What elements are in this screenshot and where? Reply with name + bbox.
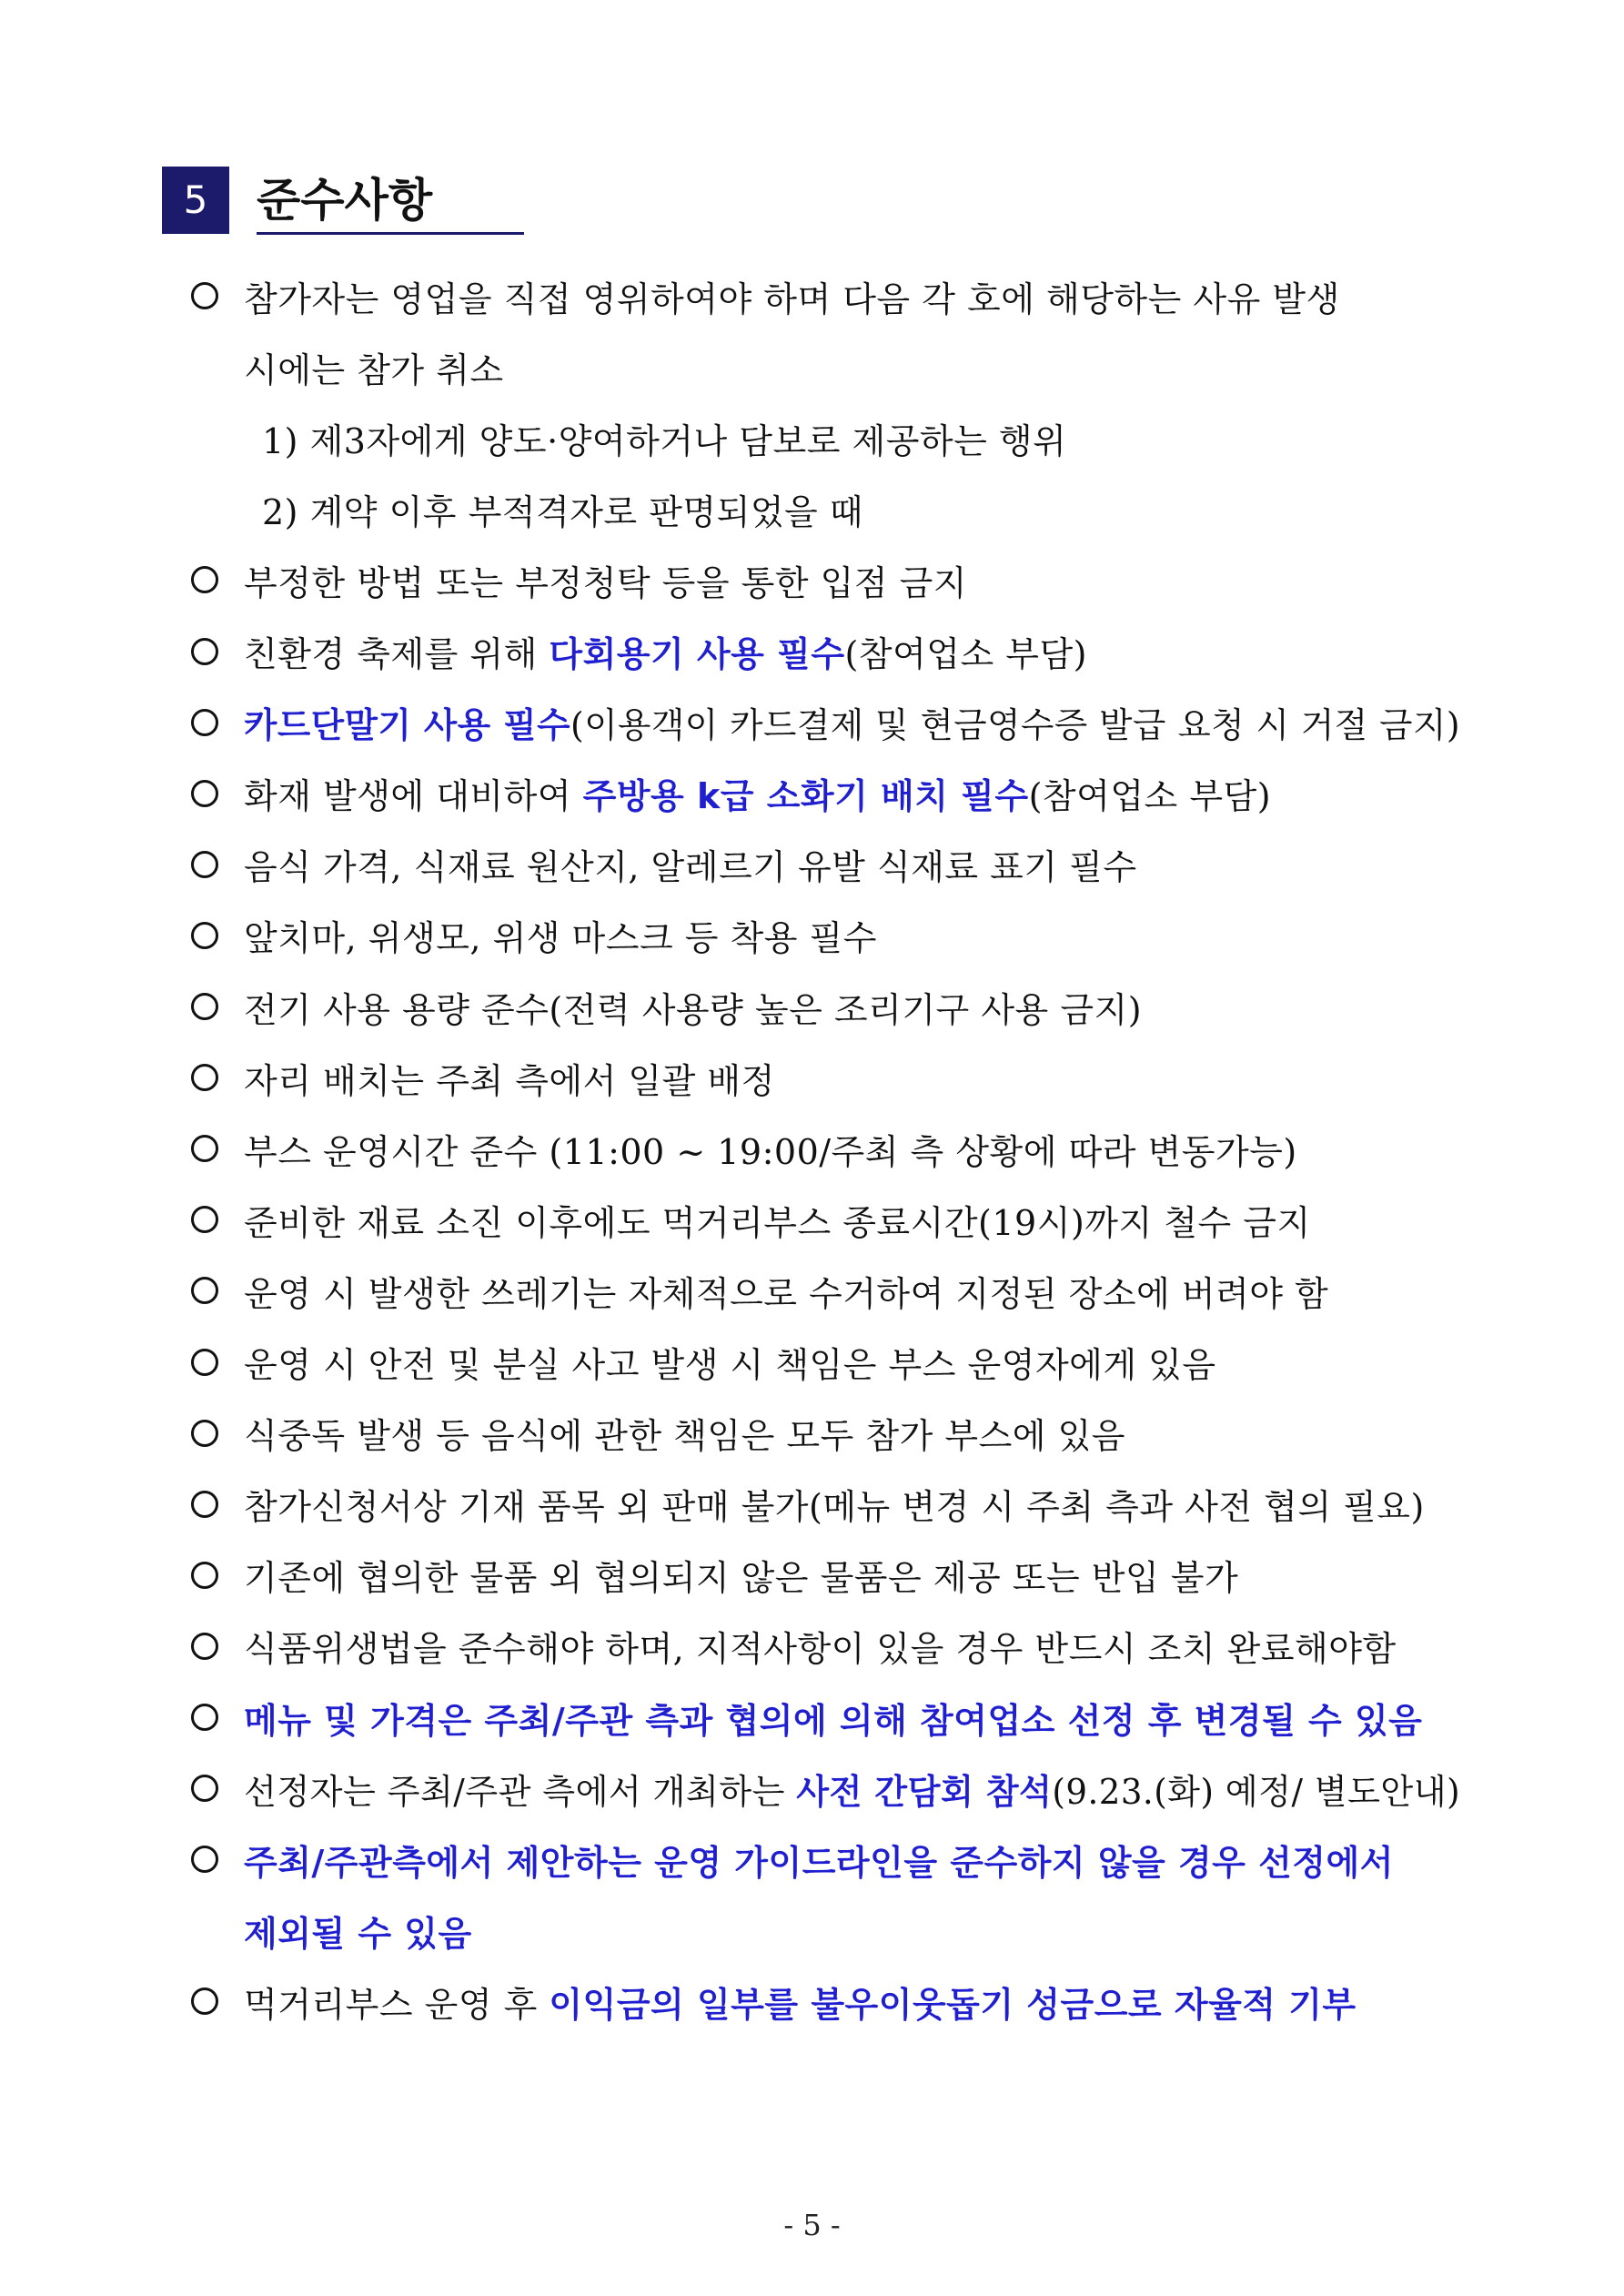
circle-bullet-icon xyxy=(191,566,218,593)
text-segment: (9.23.(화) 예정/ 별도안내) xyxy=(1052,1771,1461,1812)
list-item-text xyxy=(244,1693,1422,1743)
circle-bullet-icon xyxy=(191,780,218,807)
text-segment: 앞치마, 위생모, 위생 마스크 등 착용 필수 xyxy=(244,918,877,959)
text-segment: 운영 시 발생한 쓰레기는 자체적으로 수거하여 지정된 장소에 버려야 함 xyxy=(244,1273,1329,1314)
list-item-text xyxy=(244,910,877,960)
text-segment: (참여업소 부담) xyxy=(844,634,1088,674)
list-item-text xyxy=(244,1266,1328,1316)
circle-bullet-icon xyxy=(191,1349,218,1376)
text-segment: 참가자는 영업을 직접 영위하여야 하며 다음 각 호에 해당하는 사유 발생 xyxy=(244,278,1340,319)
circle-bullet-icon xyxy=(191,1562,218,1589)
circle-bullet-icon xyxy=(191,1704,218,1731)
list-item-text xyxy=(244,768,1271,818)
text-segment: 친환경 축제를 위해 xyxy=(244,634,550,674)
text-segment: 화재 발생에 대비하여 xyxy=(244,776,583,817)
list-item-text xyxy=(244,697,1460,747)
text-segment: 식품위생법을 준수해야 하며, 지적사항이 있을 경우 반드시 조치 완료해야함 xyxy=(244,1629,1397,1670)
list-item-text xyxy=(244,342,504,392)
text-segment: 참가신청서상 기재 품목 외 판매 불가(메뉴 변경 시 주최 측과 사전 협의 필요) xyxy=(244,1487,1425,1528)
circle-bullet-icon xyxy=(191,1135,218,1162)
highlighted-text: 다회용기 사용 필수 xyxy=(549,634,845,674)
text-segment: (참여업소 부담) xyxy=(1028,776,1272,817)
page-number: - 5 - xyxy=(783,2208,841,2242)
list-item-text xyxy=(262,413,1066,463)
text-segment: 운영 시 안전 및 분실 사고 발생 시 책임은 부스 운영자에게 있음 xyxy=(244,1345,1216,1385)
list-item-text xyxy=(244,555,967,605)
text-segment: 준비한 재료 소진 이후에도 먹거리부스 종료시간(19시)까지 철수 금지 xyxy=(244,1202,1311,1243)
list-item-text xyxy=(244,1337,1216,1387)
circle-bullet-icon xyxy=(191,1988,218,2015)
circle-bullet-icon xyxy=(191,1775,218,1802)
list-item-text xyxy=(244,626,1087,676)
list-item-text xyxy=(244,1124,1297,1174)
list-item-text xyxy=(244,1053,775,1103)
title-underline xyxy=(257,232,524,235)
text-segment: 자리 배치는 주최 측에서 일괄 배정 xyxy=(244,1060,775,1101)
text-segment: 식중독 발생 등 음식에 관한 책임은 모두 참가 부스에 있음 xyxy=(244,1416,1125,1457)
text-segment: 음식 가격, 식재료 원산지, 알레르기 유발 식재료 표기 필수 xyxy=(244,847,1137,888)
circle-bullet-icon xyxy=(191,638,218,665)
list-item-text xyxy=(244,1479,1425,1529)
highlighted-text: 주최/주관측에서 제안하는 운영 가이드라인을 준수하지 않을 경우 선정에서 xyxy=(244,1842,1394,1883)
section-number-badge: 5 xyxy=(162,167,229,234)
highlighted-text: 제외될 수 있음 xyxy=(244,1913,472,1954)
list-item-text xyxy=(244,1195,1311,1245)
text-segment: 2) 계약 이후 부적격자로 판명되었을 때 xyxy=(262,491,864,532)
circle-bullet-icon xyxy=(191,1846,218,1873)
circle-bullet-icon xyxy=(191,922,218,949)
circle-bullet-icon xyxy=(191,1277,218,1304)
list-item-text xyxy=(244,1835,1394,1885)
list-item-text xyxy=(244,1977,1357,2027)
circle-bullet-icon xyxy=(191,709,218,736)
highlighted-text: 카드단말기 사용 필수 xyxy=(244,705,571,746)
highlighted-text: 메뉴 및 가격은 주최/주관 측과 협의에 의해 참여업소 선정 후 변경될 수 있음 xyxy=(244,1700,1423,1741)
list-item-text xyxy=(262,484,863,534)
list-item-text xyxy=(244,1764,1460,1814)
list-item-text xyxy=(244,1408,1125,1458)
text-segment: 기존에 협의한 물품 외 협의되지 않은 물품은 제공 또는 반입 불가 xyxy=(244,1558,1239,1599)
circle-bullet-icon xyxy=(191,1420,218,1447)
circle-bullet-icon xyxy=(191,1491,218,1518)
list-item-text xyxy=(244,839,1137,889)
text-segment: 먹거리부스 운영 후 xyxy=(244,1984,550,2025)
highlighted-text: 이익금의 일부를 불우이웃돕기 성금으로 자율적 기부 xyxy=(549,1984,1357,2025)
text-segment: 시에는 참가 취소 xyxy=(244,349,504,390)
circle-bullet-icon xyxy=(191,1633,218,1660)
circle-bullet-icon xyxy=(191,993,218,1020)
text-segment: 부스 운영시간 준수 (11:00 ~ 19:00/주최 측 상황에 따라 변동가능) xyxy=(244,1131,1297,1172)
circle-bullet-icon xyxy=(191,1206,218,1233)
section-title: 준수사항 xyxy=(257,174,433,227)
list-item-text xyxy=(244,1906,472,1956)
highlighted-text: 주방용 k급 소화기 배치 필수 xyxy=(582,776,1029,817)
circle-bullet-icon xyxy=(191,1064,218,1091)
circle-bullet-icon xyxy=(191,282,218,309)
circle-bullet-icon xyxy=(191,851,218,878)
list-item-text xyxy=(244,1621,1397,1671)
text-segment: 전기 사용 용량 준수(전력 사용량 높은 조리기구 사용 금지) xyxy=(244,989,1143,1030)
text-segment: 선정자는 주최/주관 측에서 개최하는 xyxy=(244,1771,797,1812)
text-segment: (이용객이 카드결제 및 현금영수증 발급 요청 시 거절 금지) xyxy=(570,705,1461,746)
highlighted-text: 사전 간담회 참석 xyxy=(796,1771,1053,1812)
text-segment: 1) 제3자에게 양도·양여하거나 담보로 제공하는 행위 xyxy=(262,420,1067,461)
text-segment: 부정한 방법 또는 부정청탁 등을 통한 입점 금지 xyxy=(244,562,968,603)
list-item-text xyxy=(244,982,1142,1032)
list-item-text xyxy=(244,271,1340,321)
section-header xyxy=(162,167,526,234)
list-item-text xyxy=(244,1550,1238,1600)
